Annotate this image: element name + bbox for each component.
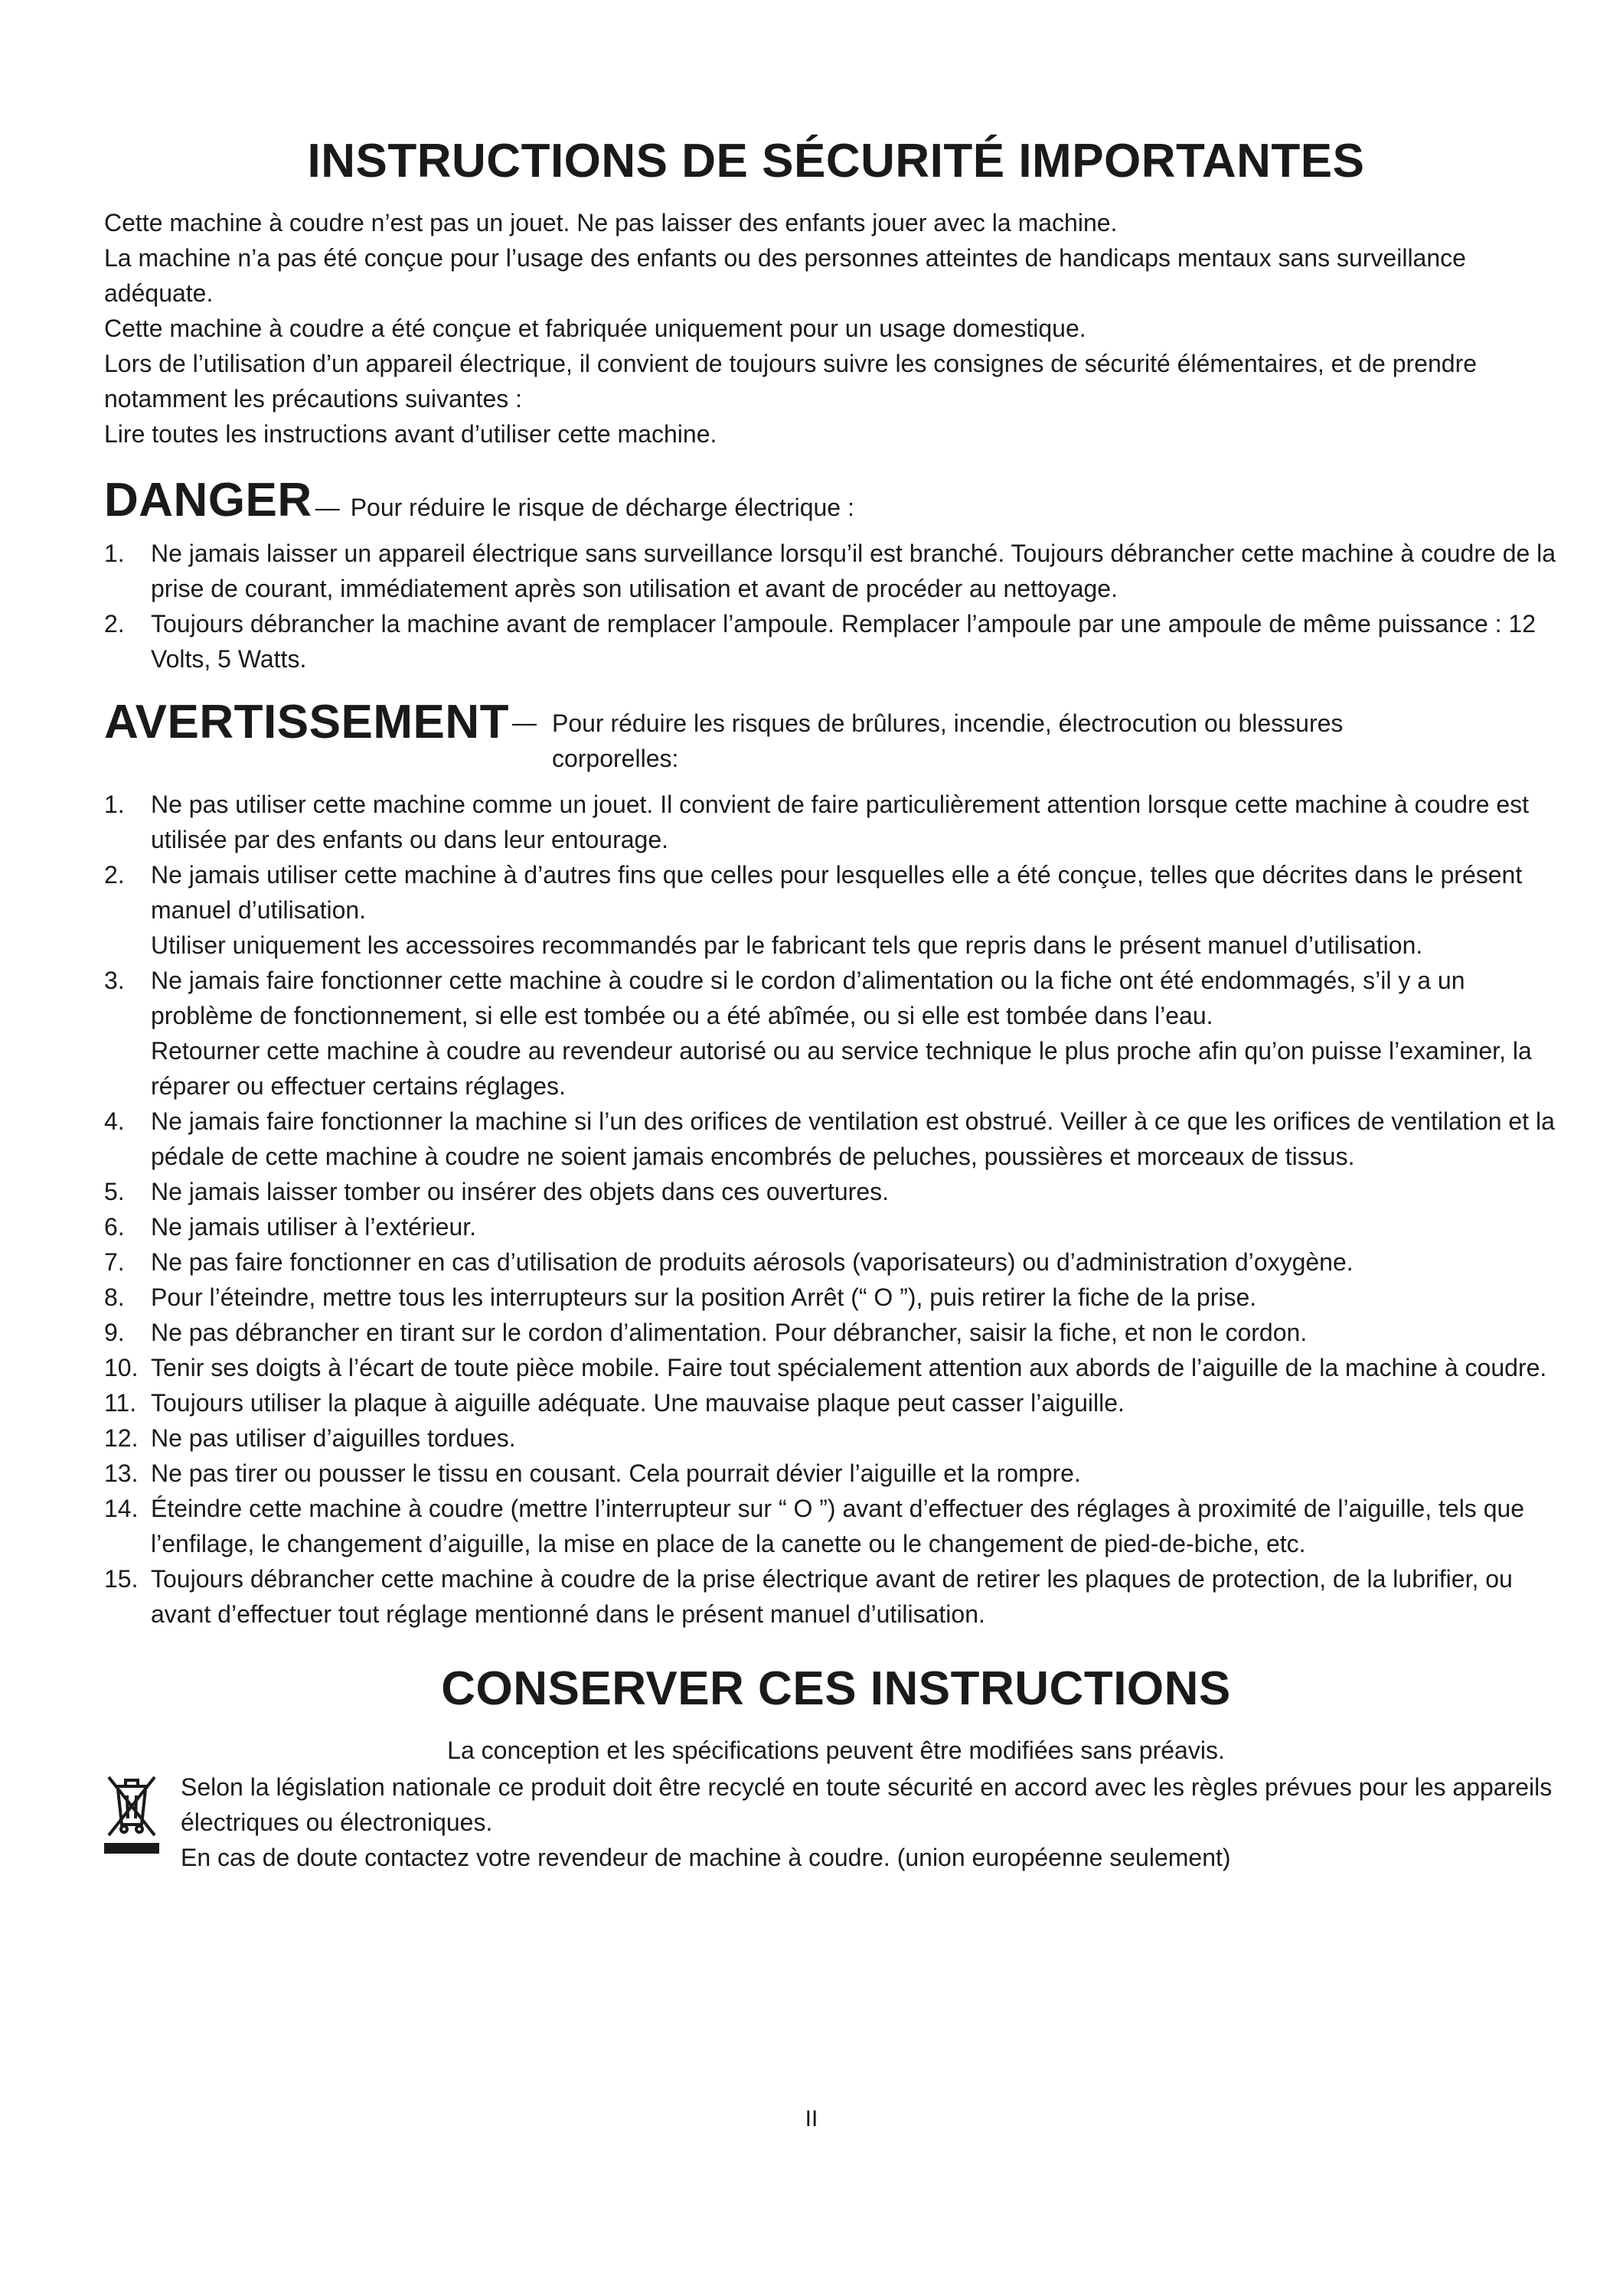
item-number: 1.: [104, 791, 125, 818]
item-number: 7.: [104, 1248, 125, 1276]
item-number: 14.: [104, 1495, 139, 1522]
intro-paragraph: La machine n’a pas été conçue pour l’usage des enfants ou des personnes atteintes de handicaps mentaux sans surveillance adéquate.: [104, 244, 1466, 307]
item-number: 15.: [104, 1565, 139, 1593]
item-number: 6.: [104, 1213, 125, 1241]
page-number: II: [805, 2106, 818, 2131]
intro-paragraph: Cette machine à coudre n’est pas un jouet. Ne pas laisser des enfants jouer avec la machine.: [104, 209, 1118, 236]
list-item: [104, 1456, 1568, 1491]
item-text: Ne jamais faire fonctionner la machine si l’un des orifices de ventilation est obstrué. Veiller à ce que les orifices de ventilation et la pédale de cette machine à coudre ne soient jamais encombrés de peluches, poussières et morceaux de tissus.: [151, 1107, 1555, 1170]
list-item: [104, 1104, 1568, 1174]
item-text: Ne pas tirer ou pousser le tissu en cousant. Cela pourrait dévier l’aiguille et la rompre.: [151, 1459, 1081, 1487]
item-text: Ne jamais utiliser cette machine à d’autres fins que celles pour lesquelles elle a été conçue, telles que décrites dans le présent manuel d’utilisation.: [151, 861, 1523, 924]
intro-paragraph: Cette machine à coudre a été conçue et fabriquée uniquement pour un usage domestique.: [104, 315, 1086, 342]
recycle-text: En cas de doute contactez votre revendeur de machine à coudre. (union européenne seulement): [181, 1844, 1231, 1871]
weee-crossed-bin-icon: [104, 1773, 159, 1857]
item-text: Toujours utiliser la plaque à aiguille adéquate. Une mauvaise plaque peut casser l’aiguille.: [151, 1389, 1125, 1417]
item-text: Tenir ses doigts à l’écart de toute pièce mobile. Faire tout spécialement attention aux abords de l’aiguille de la machine à coudre.: [151, 1354, 1547, 1381]
item-number: 9.: [104, 1319, 125, 1346]
item-text: Toujours débrancher la machine avant de remplacer l’ampoule. Remplacer l’ampoule par une ampoule de même puissance : 12 Volts, 5 Watts.: [151, 610, 1536, 673]
danger-subtitle: Pour réduire le risque de décharge électrique :: [350, 494, 854, 521]
warning-heading: [104, 695, 1568, 776]
item-text: Ne jamais laisser un appareil électrique sans surveillance lorsqu’il est branché. Toujours débrancher cette machine à coudre de la prise de courant, immédiatement après son utilisation et avant de procéder au nettoyage.: [151, 540, 1556, 602]
item-number: 11.: [104, 1389, 137, 1417]
item-text: Ne pas utiliser d’aiguilles tordues.: [151, 1424, 516, 1452]
list-item: [104, 1280, 1568, 1315]
page-title: INSTRUCTIONS DE SÉCURITÉ IMPORTANTES: [307, 135, 1365, 188]
item-number: 1.: [104, 540, 125, 567]
danger-dash: —: [315, 494, 340, 521]
item-text: Ne pas faire fonctionner en cas d’utilisation de produits aérosols (vaporisateurs) ou d’administration d’oxygène.: [151, 1248, 1354, 1276]
document-page: [104, 135, 1568, 1875]
list-item: [104, 963, 1568, 1104]
warning-dash: —: [511, 709, 537, 736]
conserve-title: CONSERVER CES INSTRUCTIONS: [441, 1662, 1231, 1715]
item-text: Éteindre cette machine à coudre (mettre l’interrupteur sur “ O ”) avant d’effectuer des réglages à proximité de l’aiguille, tels que l’enfilage, le changement d’aiguille, la mise en place de la canette ou le changement de pied-de-biche, etc.: [151, 1495, 1525, 1557]
list-item: [104, 1385, 1568, 1420]
item-number: 10.: [104, 1354, 139, 1381]
intro-paragraph: Lors de l’utilisation d’un appareil électrique, il convient de toujours suivre les consignes de sécurité élémentaires, et de prendre notamment les précautions suivantes :: [104, 350, 1478, 413]
recycle-text: Selon la législation nationale ce produit doit être recyclé en toute sécurité en accord avec les règles prévues pour les appareils électriques ou électroniques.: [181, 1773, 1553, 1836]
list-item: [104, 1244, 1568, 1280]
item-text: Ne jamais faire fonctionner cette machine à coudre si le cordon d’alimentation ou la fiche ont été endommagés, s’il y a un problème de fonctionnement, si elle est tombée ou a été abîmée, ou si elle est tombée dans l’eau.: [151, 967, 1465, 1029]
warning-title: AVERTISSEMENT: [104, 696, 509, 748]
list-item: [104, 857, 1568, 963]
list-item: [104, 1315, 1568, 1350]
item-text: Toujours débrancher cette machine à coudre de la prise électrique avant de retirer les plaques de protection, de la lubrifier, ou avant d’effectuer tout réglage mentionné dans le présent manuel d’utilisation.: [151, 1565, 1513, 1628]
item-text: Pour l’éteindre, mettre tous les interrupteurs sur la position Arrêt (“ O ”), puis retirer la fiche de la prise.: [151, 1283, 1257, 1311]
danger-heading: [104, 473, 1568, 528]
item-number: 12.: [104, 1424, 139, 1452]
warning-subtitle: Pour réduire les risques de brûlures, incendie, électrocution ou blessures corporelles:: [551, 709, 1344, 772]
item-number: 8.: [104, 1283, 125, 1311]
list-item: [104, 787, 1568, 857]
item-number: 3.: [104, 967, 125, 994]
item-number: 13.: [104, 1459, 139, 1487]
list-item: [104, 536, 1568, 606]
item-text: Ne pas utiliser cette machine comme un jouet. Il convient de faire particulièrement attention lorsque cette machine à coudre est utilisée par des enfants ou dans leur entourage.: [151, 791, 1530, 853]
danger-list: [104, 536, 1568, 677]
list-item: [104, 1209, 1568, 1244]
intro-section: [104, 205, 1568, 452]
danger-title: DANGER: [104, 474, 312, 527]
item-extra-text: Utiliser uniquement les accessoires recommandés par le fabricant tels que repris dans le présent manuel d’utilisation.: [151, 931, 1423, 959]
item-number: 2.: [104, 861, 125, 889]
item-number: 4.: [104, 1107, 125, 1135]
list-item: [104, 1350, 1568, 1385]
list-item: [104, 1420, 1568, 1456]
list-item: [104, 1491, 1568, 1561]
item-number: 5.: [104, 1178, 125, 1205]
intro-paragraph: Lire toutes les instructions avant d’utiliser cette machine.: [104, 420, 717, 448]
change-notice: La conception et les spécifications peuvent être modifiées sans préavis.: [447, 1737, 1225, 1764]
recycling-notice: [104, 1769, 1568, 1875]
list-item: [104, 1561, 1568, 1632]
list-item: [104, 606, 1568, 677]
list-item: [104, 1174, 1568, 1209]
item-extra-text: Retourner cette machine à coudre au revendeur autorisé ou au service technique le plus proche afin qu’on puisse l’examiner, la réparer ou effectuer certains réglages.: [151, 1037, 1532, 1100]
item-number: 2.: [104, 610, 125, 638]
warning-list: [104, 787, 1568, 1632]
item-text: Ne jamais laisser tomber ou insérer des objets dans ces ouvertures.: [151, 1178, 889, 1205]
item-text: Ne pas débrancher en tirant sur le cordon d’alimentation. Pour débrancher, saisir la fiche, et non le cordon.: [151, 1319, 1308, 1346]
item-text: Ne jamais utiliser à l’extérieur.: [151, 1213, 477, 1241]
